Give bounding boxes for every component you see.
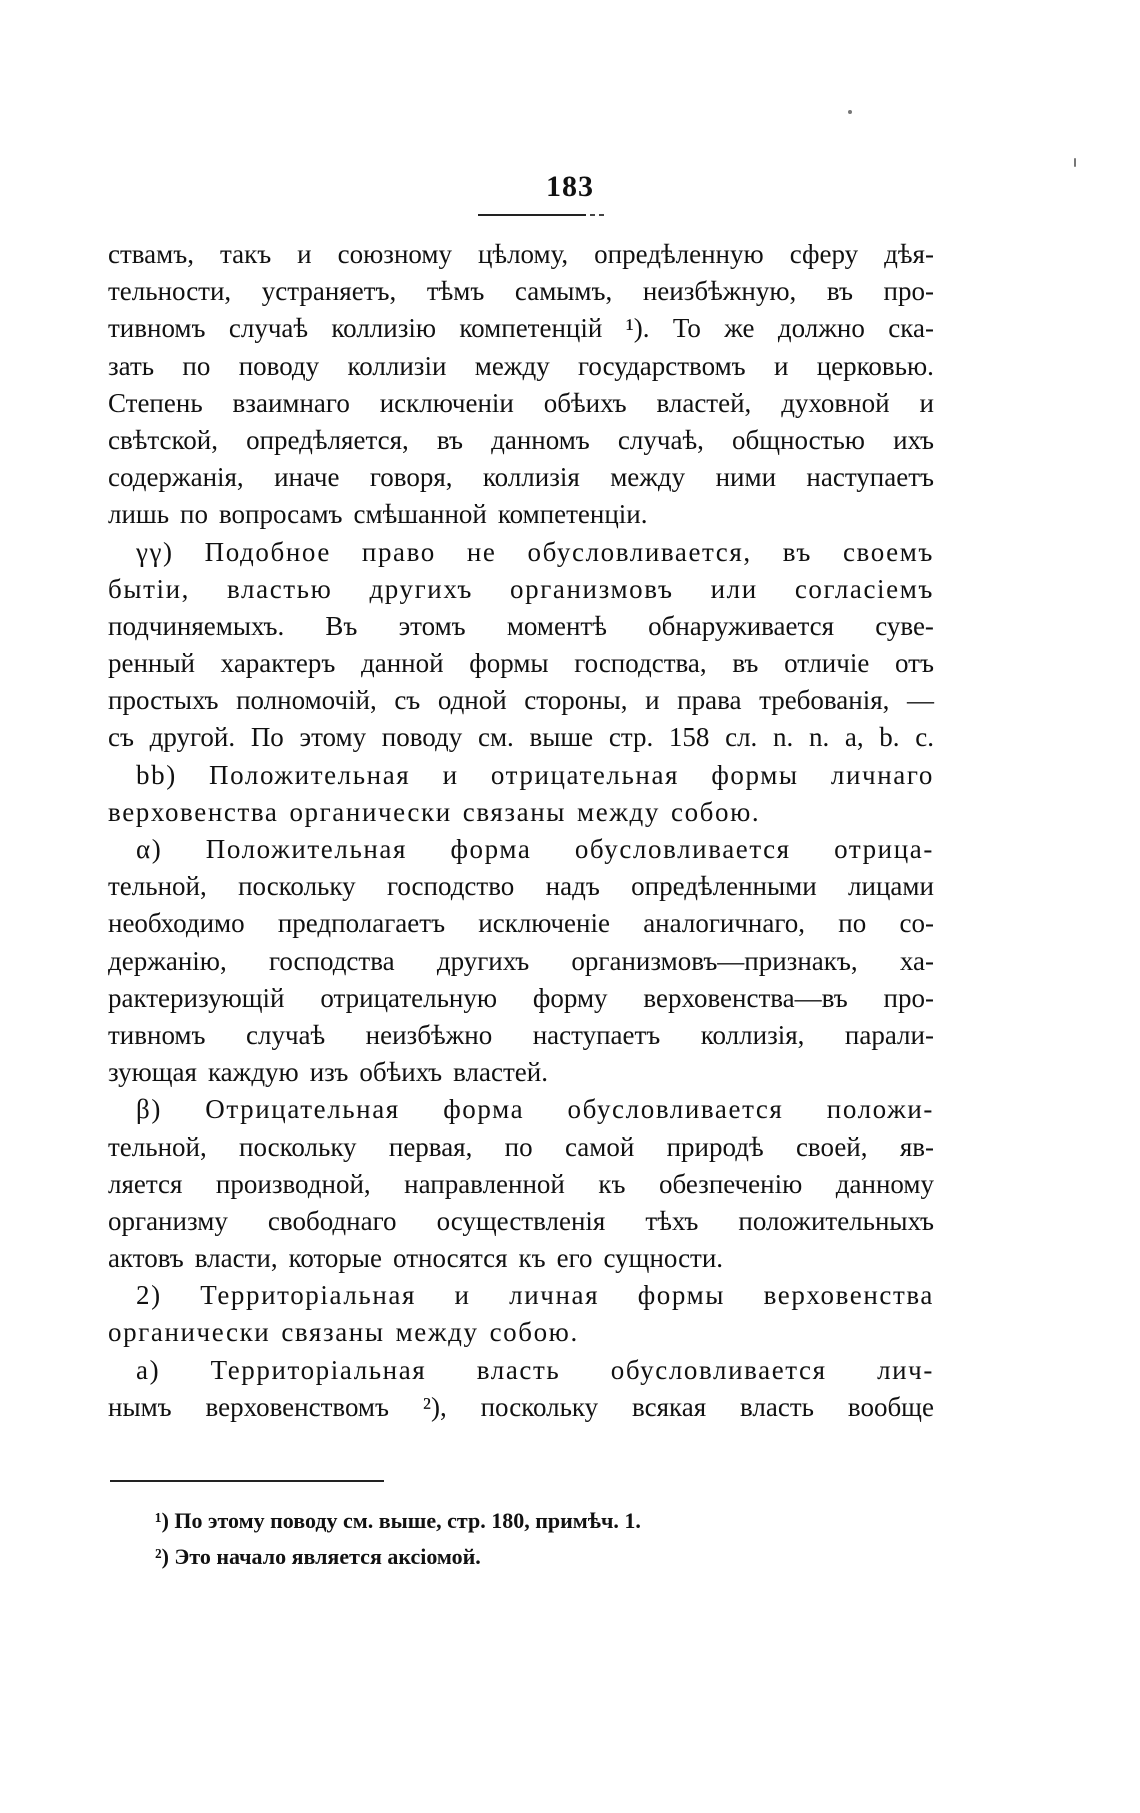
text-line: γγ) Подобное право не обусловливается, въ своемъ: [136, 536, 934, 567]
scan-speck: [848, 110, 852, 114]
text-line: тельной, поскольку первая, по самой природѣ своей, яв-: [108, 1131, 934, 1162]
text-line: содержанія, иначе говоря, коллизія между ними наступаетъ: [108, 462, 934, 493]
text-line: α) Положительная форма обусловливается отрица-: [136, 834, 934, 864]
text-line: β) Отрицательная форма обусловливается положи-: [136, 1094, 934, 1125]
text-line: органически связаны между собою.: [108, 1317, 579, 1348]
text-line: тивномъ случаѣ неизбѣжно наступаетъ коллизія, парали-: [108, 1019, 934, 1050]
text-line: держанію, господства другихъ организмовъ—признакъ, ха-: [108, 945, 934, 976]
text-line: съ другой. По этому поводу см. выше стр. 158 сл. n. n. a, b. c.: [108, 722, 934, 753]
text-line: верховенства органически связаны между собою.: [108, 796, 761, 827]
text-line: ренный характеръ данной формы господства, въ отличіе отъ: [108, 648, 934, 679]
text-line: нымъ верховенствомъ ²), поскольку всякая власть вообще: [108, 1391, 934, 1422]
text-line: тельности, устраняетъ, тѣмъ самымъ, неизбѣжную, въ про-: [108, 276, 934, 307]
footnote-text: По этому поводу см. выше, стр. 180, примѣч. 1.: [174, 1508, 641, 1533]
text-line: Степень взаимнаго исключеніи обѣихъ властей, духовной и: [108, 387, 934, 418]
text-line: 2) Территоріальная и личная формы верховенства: [136, 1280, 934, 1311]
text-line: bb) Положительная и отрицательная формы личнаго: [136, 759, 934, 790]
text-line: зующая каждую изъ обѣихъ властей.: [108, 1057, 548, 1088]
text-line: ляется производной, направленной къ обезпеченію данному: [108, 1168, 934, 1199]
scan-speck: [1074, 158, 1076, 167]
body-text: [108, 236, 934, 1426]
text-line: свѣтской, опредѣляется, въ данномъ случаѣ, общностью ихъ: [108, 424, 934, 455]
text-line: ствамъ, такъ и союзному цѣлому, опредѣленную сферу дѣя-: [108, 239, 934, 269]
text-line: лишь по вопросамъ смѣшанной компетенціи.: [108, 499, 648, 530]
text-line: актовъ власти, которые относятся къ его сущности.: [108, 1243, 724, 1274]
footnote-marker: ²): [155, 1544, 169, 1569]
text-line: тельной, поскольку господство надъ опредѣленными лицами: [108, 871, 934, 902]
text-line: бытіи, властью другихъ организмовъ или согласіемъ: [108, 573, 934, 604]
text-line: простыхъ полномочій, съ одной стороны, и права требованія, —: [108, 685, 934, 716]
page-number-rule: [478, 214, 586, 216]
text-line: рактеризующій отрицательную форму верховенства—въ про-: [108, 982, 934, 1013]
page-number: 183: [546, 170, 594, 203]
text-line: организму свободнаго осуществленія тѣхъ положительныхъ: [108, 1205, 934, 1236]
text-line: a) Территоріальная власть обусловливается лич-: [136, 1354, 934, 1385]
footnotes: [155, 1503, 641, 1575]
text-line: необходимо предполагаетъ исключеніе аналогичнаго, по со-: [108, 908, 934, 939]
text-line: тивномъ случаѣ коллизію компетенцій ¹). То же должно ска-: [108, 313, 934, 344]
text-line: подчиняемыхъ. Въ этомъ моментѣ обнаруживается суве-: [108, 610, 934, 641]
footnote: [155, 1539, 641, 1575]
footnote-separator: [110, 1480, 384, 1482]
text-line: зать по поводу коллизіи между государствомъ и церковью.: [108, 350, 934, 381]
footnote-marker: ¹): [155, 1508, 169, 1533]
footnote: [155, 1503, 641, 1539]
footnote-text: Это начало является аксіомой.: [174, 1544, 481, 1569]
